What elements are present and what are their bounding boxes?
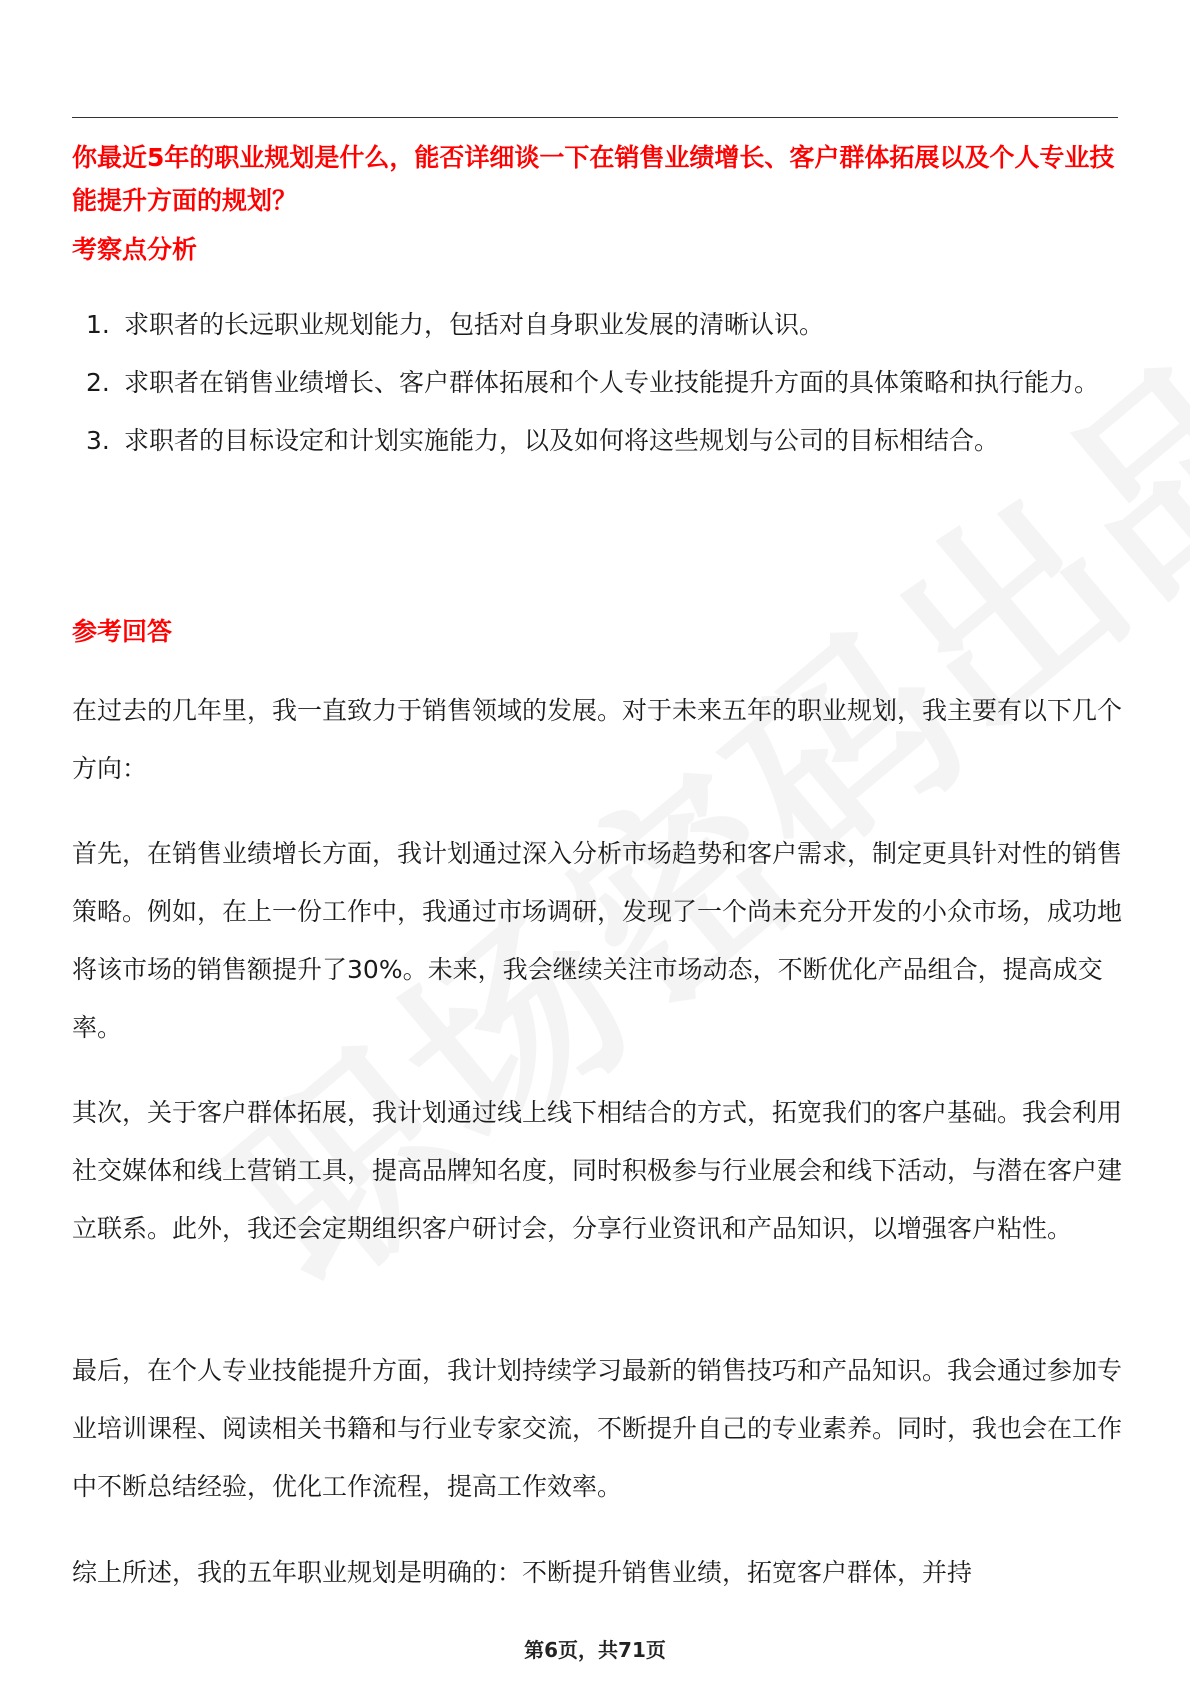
point-text: 求职者的目标设定和计划实施能力，以及如何将这些规划与公司的目标相结合。 — [124, 426, 1000, 455]
answer-paragraph: 首先，在销售业绩增长方面，我计划通过深入分析市场趋势和客户需求，制定更具针对性的销售策略。例如，在上一份工作中，我通过市场调研，发现了一个尚未充分开发的小众市场，成功地将该市场的销售额提升了30%。未来，我会继续关注市场动态，不断优化产品组合，提高成交率。 — [72, 839, 1123, 1042]
point-number: 1. — [86, 310, 110, 339]
analysis-point — [72, 296, 1118, 354]
page-number-footer: 第6页，共71页 — [524, 1638, 666, 1662]
point-number: 3. — [86, 426, 110, 455]
question-title: 你最近5年的职业规划是什么，能否详细谈一下在销售业绩增长、客户群体拓展以及个人专业技能提升方面的规划？ — [72, 143, 1115, 215]
analysis-points-list — [72, 296, 1118, 470]
point-text: 求职者的长远职业规划能力，包括对自身职业发展的清晰认识。 — [124, 310, 825, 339]
analysis-point — [72, 412, 1118, 470]
top-divider — [72, 117, 1118, 118]
analysis-point — [72, 354, 1118, 412]
answer-heading: 参考回答 — [72, 617, 173, 646]
answer-paragraph: 综上所述，我的五年职业规划是明确的：不断提升销售业绩，拓宽客户群体，并持 — [72, 1558, 973, 1587]
answer-paragraph: 其次，关于客户群体拓展，我计划通过线上线下相结合的方式，拓宽我们的客户基础。我会利用社交媒体和线上营销工具，提高品牌知名度，同时积极参与行业展会和线下活动，与潜在客户建立联系。此外，我还会定期组织客户研讨会，分享行业资讯和产品知识，以增强客户粘性。 — [72, 1098, 1123, 1243]
point-text: 求职者在销售业绩增长、客户群体拓展和个人专业技能提升方面的具体策略和执行能力。 — [124, 368, 1100, 397]
point-number: 2. — [86, 368, 110, 397]
analysis-heading: 考察点分析 — [72, 235, 198, 264]
answer-paragraph: 最后，在个人专业技能提升方面，我计划持续学习最新的销售技巧和产品知识。我会通过参加专业培训课程、阅读相关书籍和与行业专家交流，不断提升自己的专业素养。同时，我也会在工作中不断总结经验，优化工作流程，提高工作效率。 — [72, 1356, 1123, 1501]
answer-paragraph: 在过去的几年里，我一直致力于销售领域的发展。对于未来五年的职业规划，我主要有以下几个方向： — [72, 696, 1123, 783]
